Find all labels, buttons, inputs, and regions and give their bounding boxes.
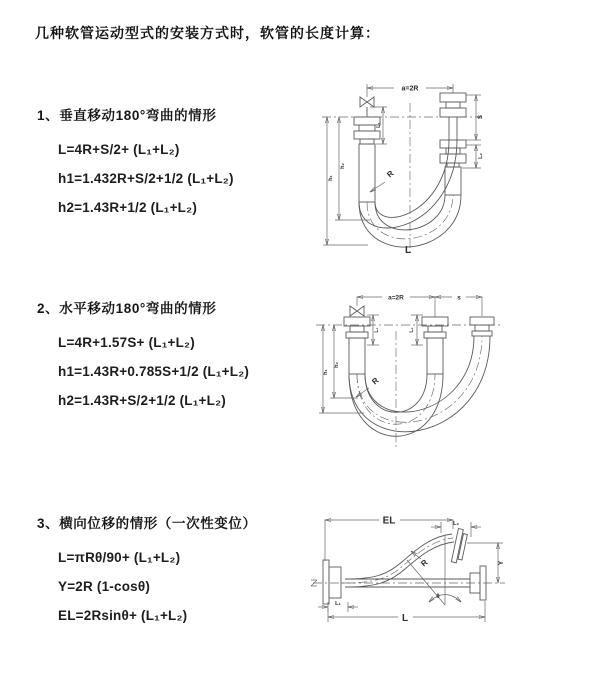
page-title: 几种软管运动型式的安装方式时，软管的长度计算： bbox=[35, 25, 380, 41]
formula-h2: h2=1.43R+1/2 (L₁+L₂) bbox=[58, 200, 198, 215]
dim-label-l1: L₁ bbox=[374, 327, 380, 333]
formula-l: L=4R+1.57S+ (L₁+L₂) bbox=[58, 335, 195, 350]
formula-h1: h1=1.43R+0.785S+1/2 (L₁+L₂) bbox=[58, 364, 250, 379]
radius-callout bbox=[411, 551, 430, 568]
left-flange bbox=[323, 560, 341, 604]
dim-label-l1: L₁ bbox=[335, 601, 341, 607]
dim-label-a2r: a=2R bbox=[401, 85, 419, 93]
dim-label-a2r: a=2R bbox=[388, 294, 404, 302]
section-vertical-movement bbox=[37, 104, 234, 222]
centerlines bbox=[322, 103, 482, 256]
diagram-vertical-180-bend bbox=[310, 73, 600, 263]
section-lateral-displacement bbox=[37, 512, 257, 630]
formula-h1: h1=1.432R+S/2+1/2 (L₁+L₂) bbox=[58, 171, 234, 186]
dim-s bbox=[435, 295, 482, 302]
formula-l: L=πRθ/90+ (L₁+L₂) bbox=[58, 550, 181, 565]
dim-s bbox=[466, 95, 484, 140]
left-fitting bbox=[354, 117, 380, 202]
dim-label-h1: h₁ bbox=[328, 175, 334, 181]
dim-label-h1: h₁ bbox=[323, 369, 329, 375]
middle-fitting bbox=[422, 317, 448, 374]
left-fitting bbox=[344, 317, 370, 374]
dim-l1 bbox=[367, 315, 380, 345]
u-bend-arcs-moved bbox=[349, 336, 490, 432]
diagram-horizontal-180-bend bbox=[312, 287, 507, 462]
dim-l2 bbox=[431, 521, 481, 537]
right-fitting-lower bbox=[440, 140, 466, 195]
diagram-lateral-displacement bbox=[305, 505, 600, 675]
section-1-heading: 1、垂直移动180°弯曲的情形 bbox=[37, 108, 217, 123]
displaced-flange bbox=[451, 529, 468, 564]
right-fitting-upper bbox=[440, 93, 466, 140]
dim-label-r: R bbox=[370, 375, 381, 387]
dim-label-l2: L₂ bbox=[409, 327, 415, 333]
radius-callout bbox=[370, 169, 396, 192]
dim-label-el: EL bbox=[382, 515, 396, 527]
section-horizontal-movement bbox=[37, 297, 249, 415]
dim-extensions bbox=[357, 294, 482, 317]
hose-hatch bbox=[427, 338, 443, 374]
dim-label-l: L bbox=[401, 613, 409, 624]
dim-label-l1: L₁ bbox=[376, 122, 382, 128]
dim-label-l-total: L bbox=[404, 245, 412, 256]
dim-h2 bbox=[335, 117, 370, 220]
formula-y: Y=2R (1-cosθ) bbox=[58, 579, 151, 594]
dim-label-l2: L₂ bbox=[478, 153, 484, 159]
hose-hatch bbox=[359, 144, 375, 202]
dim-label-s: S bbox=[478, 114, 484, 120]
dim-label-theta: θ bbox=[436, 594, 440, 600]
dim-el bbox=[325, 516, 453, 562]
formula-h2: h2=1.43R+S/2+1/2 (L₁+L₂) bbox=[58, 393, 226, 408]
section-2-heading: 2、水平移动180°弯曲的情形 bbox=[37, 301, 217, 316]
dim-label-h2: h₂ bbox=[334, 362, 340, 368]
right-fitting bbox=[470, 317, 494, 336]
valve-icon bbox=[350, 306, 364, 316]
dim-label-h2: h₂ bbox=[340, 163, 346, 169]
formula-l: L=4R+S/2+ (L₁+L₂) bbox=[58, 142, 180, 157]
angle-theta bbox=[407, 535, 461, 605]
dim-label-l2: L₂ bbox=[453, 521, 459, 527]
dim-l1 bbox=[318, 601, 358, 612]
formula-el: EL=2Rsinθ+ (L₁+L₂) bbox=[58, 608, 188, 623]
section-3-heading: 3、横向位移的情形（一次性变位） bbox=[37, 516, 257, 531]
hose-hatch bbox=[349, 338, 365, 374]
dim-label-r: R bbox=[385, 168, 396, 180]
dim-label-r: R bbox=[419, 557, 430, 569]
dim-l-total bbox=[328, 601, 485, 624]
dim-l2 bbox=[409, 315, 423, 345]
dim-l1 bbox=[370, 107, 387, 144]
dim-a2r bbox=[357, 295, 435, 302]
dim-h1 bbox=[323, 117, 368, 245]
dim-label-y: Y bbox=[498, 560, 505, 566]
dim-label-s: s bbox=[457, 294, 461, 302]
dim-h2 bbox=[330, 325, 358, 398]
